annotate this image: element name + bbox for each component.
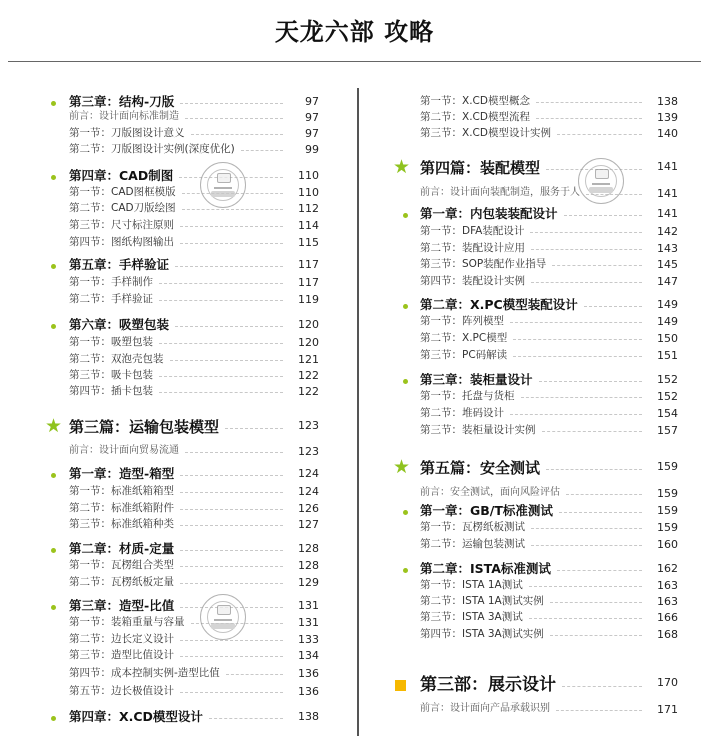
- dotted-leader: [557, 570, 642, 571]
- toc-entry-label: 第一节：托盘与货柜: [420, 390, 515, 402]
- dotted-leader: [180, 475, 283, 476]
- toc-entry-label: 第二节：CAD刀版绘图: [69, 202, 176, 214]
- toc-entry-page: 126: [298, 502, 319, 515]
- toc-entry: [380, 580, 680, 591]
- toc-entry-page: 143: [657, 242, 678, 255]
- toc-entry-label: 第二节：堆码设计: [420, 407, 504, 419]
- toc-entry: [380, 208, 680, 221]
- toc-entry-label: 前言：安全测试，面向风险评估: [420, 487, 560, 498]
- toc-entry-label: 第三节：X.CD模型设计实例: [420, 127, 551, 139]
- toc-entry-label: 第二节：运输包装测试: [420, 538, 525, 550]
- toc-entry: [380, 299, 680, 312]
- dotted-leader: [209, 718, 283, 719]
- toc-entry-page: 110: [298, 169, 319, 182]
- dotted-leader: [510, 322, 642, 323]
- toc-entry-page: 120: [298, 336, 319, 349]
- toc-entry-label: 第四章：CAD制图: [69, 168, 174, 183]
- dotted-leader: [531, 282, 642, 283]
- toc-entry-page: 123: [298, 419, 319, 432]
- dotted-leader: [180, 103, 283, 104]
- toc-entry-page: 136: [298, 667, 319, 680]
- dotted-leader: [550, 602, 642, 603]
- seal-stamp-icon: [200, 162, 246, 208]
- toc-entry-page: 128: [298, 542, 319, 555]
- dotted-leader: [539, 381, 642, 382]
- toc-entry-page: 149: [657, 298, 678, 311]
- toc-entry-page: 152: [657, 373, 678, 386]
- seal-stamp-icon: [200, 594, 246, 640]
- toc-entry-page: 134: [298, 649, 319, 662]
- toc-entry: [0, 686, 330, 697]
- toc-entry-label: 第四节：插卡包装: [69, 385, 153, 397]
- toc-entry-page: 117: [298, 258, 319, 271]
- dotted-leader: [182, 209, 283, 210]
- dotted-leader: [180, 525, 283, 526]
- toc-entry: [0, 468, 330, 481]
- dotted-leader: [510, 414, 642, 415]
- toc-entry: [0, 237, 330, 248]
- toc-entry-page: 159: [657, 487, 678, 500]
- chapter-bullet-icon: [51, 716, 56, 721]
- toc-entry: [0, 668, 330, 679]
- toc-entry-label: 第一节：刀版图设计意义: [69, 127, 185, 139]
- toc-entry-label: 第二节：ISTA 1A测试实例: [420, 595, 544, 607]
- dotted-leader: [180, 656, 283, 657]
- toc-entry-label: 第五节：边长极值设计: [69, 685, 174, 697]
- dotted-leader: [159, 376, 283, 377]
- dotted-leader: [175, 326, 283, 327]
- toc-entry: [0, 634, 330, 645]
- toc-entry: [0, 354, 330, 365]
- toc-entry-page: 131: [298, 616, 319, 629]
- toc-entry-label: 第三部：展示设计: [420, 675, 556, 695]
- toc-entry: [380, 112, 680, 123]
- dotted-leader: [562, 686, 642, 687]
- toc-entry-label: 第二章：X.PC模型装配设计: [420, 297, 578, 312]
- toc-entry-page: 166: [657, 611, 678, 624]
- toc-entry: [0, 203, 330, 214]
- toc-entry-page: 154: [657, 407, 678, 420]
- dotted-leader: [557, 134, 642, 135]
- dotted-leader: [521, 397, 642, 398]
- toc-entry-label: 第二节：标准纸箱附件: [69, 502, 174, 514]
- toc-entry-label: 第三节：标准纸箱种类: [69, 518, 174, 530]
- toc-entry: [380, 505, 680, 518]
- toc-entry: [0, 543, 330, 556]
- toc-entry: [0, 503, 330, 514]
- dotted-leader: [584, 306, 642, 307]
- toc-entry-label: 第二章：材质-定量: [69, 541, 175, 556]
- toc-entry: [380, 456, 680, 478]
- toc-entry-label: 第一章：造型-箱型: [69, 466, 175, 481]
- toc-entry-label: 第二节：X.CD模型流程: [420, 111, 530, 123]
- dotted-leader: [180, 509, 283, 510]
- toc-entry: [380, 259, 680, 270]
- toc-entry: [0, 259, 330, 272]
- toc-entry-label: 第三章：结构-刀版: [69, 94, 175, 109]
- toc-entry-label: 第一节：手样制作: [69, 276, 153, 288]
- dotted-leader: [536, 118, 642, 119]
- toc-entry: [0, 170, 330, 183]
- toc-entry: [0, 112, 330, 123]
- toc-entry: [0, 560, 330, 571]
- toc-entry: [380, 316, 680, 327]
- toc-entry: [380, 563, 680, 576]
- toc-entry-label: 第三节：SOP装配作业指导: [420, 258, 547, 270]
- chapter-bullet-icon: [51, 473, 56, 478]
- toc-entry-label: 第四节：装配设计实例: [420, 275, 525, 287]
- toc-entry: [380, 704, 680, 715]
- dotted-leader: [531, 528, 642, 529]
- toc-entry: [380, 408, 680, 419]
- toc-entry-label: 第五篇：安全测试: [420, 459, 541, 477]
- toc-entry: [380, 425, 680, 436]
- toc-entry: [0, 519, 330, 530]
- toc-entry-label: 前言：设计面向标准制造: [69, 111, 179, 122]
- toc-entry: [0, 415, 330, 437]
- toc-entry-label: 第二节：装配设计应用: [420, 242, 525, 254]
- toc-entry-label: 第六章：吸塑包装: [69, 317, 170, 332]
- toc-entry: [380, 276, 680, 287]
- dotted-leader: [180, 243, 283, 244]
- toc-entry-page: 163: [657, 595, 678, 608]
- toc-entry-page: 149: [657, 315, 678, 328]
- toc-entry: [0, 220, 330, 231]
- toc-entry-page: 124: [298, 485, 319, 498]
- toc-entry-page: 171: [657, 703, 678, 716]
- toc-entry-page: 168: [657, 628, 678, 641]
- toc-entry: [0, 600, 330, 613]
- dotted-leader: [159, 392, 283, 393]
- dotted-leader: [513, 339, 642, 340]
- star-icon: ★: [393, 156, 411, 178]
- toc-entry-page: 157: [657, 424, 678, 437]
- toc-entry-label: 第一节：CAD图框模版: [69, 186, 176, 198]
- toc-entry-page: 120: [298, 318, 319, 331]
- toc-entry-label: 第二节：刀版图设计实例(深度优化): [69, 143, 235, 155]
- toc-entry-page: 115: [298, 236, 319, 249]
- toc-entry: [0, 128, 330, 139]
- toc-entry: [380, 188, 680, 199]
- chapter-bullet-icon: [403, 304, 408, 309]
- page-title: 天龙六部 攻略: [274, 18, 435, 46]
- toc-entry-label: 第一节：ISTA 1A测试: [420, 579, 523, 591]
- toc-entry-page: 97: [305, 95, 319, 108]
- toc-entry-label: 第一节：阵列模型: [420, 315, 504, 327]
- toc-entry-page: 141: [657, 160, 678, 173]
- toc-entry: [0, 294, 330, 305]
- toc-entry: [380, 374, 680, 387]
- toc-entry: [380, 243, 680, 254]
- dotted-leader: [241, 150, 283, 151]
- toc-entry-label: 第一节：装箱重量与容量: [69, 616, 185, 628]
- toc-entry: [380, 391, 680, 402]
- toc-entry-label: 第一节：吸塑包装: [69, 336, 153, 348]
- column-divider: [357, 88, 359, 736]
- toc-entry: [380, 156, 680, 178]
- dotted-leader: [531, 545, 642, 546]
- toc-entry-label: 第三节：PC码解读: [420, 349, 508, 361]
- toc-entry-page: 160: [657, 538, 678, 551]
- star-icon: ★: [45, 415, 63, 437]
- toc-entry-page: 141: [657, 207, 678, 220]
- toc-entry-page: 142: [657, 225, 678, 238]
- toc-entry-page: 112: [298, 202, 319, 215]
- toc-entry: [0, 446, 330, 457]
- dotted-leader: [552, 265, 642, 266]
- toc-entry-label: 第一节：X.CD模型概念: [420, 95, 530, 107]
- chapter-bullet-icon: [403, 379, 408, 384]
- toc-entry: [0, 617, 330, 628]
- toc-entry-label: 第三节：ISTA 3A测试: [420, 611, 523, 623]
- toc-entry-page: 123: [298, 445, 319, 458]
- toc-entry: [0, 711, 330, 724]
- toc-entry: [380, 350, 680, 361]
- toc-entry-page: 124: [298, 467, 319, 480]
- dotted-leader: [180, 566, 283, 567]
- toc-entry-label: 第一章：GB/T标准测试: [420, 503, 553, 518]
- chapter-bullet-icon: [403, 213, 408, 218]
- toc-entry-page: 117: [298, 276, 319, 289]
- toc-entry-page: 159: [657, 521, 678, 534]
- toc-entry: [380, 522, 680, 533]
- toc-entry-label: 前言：设计面向贸易流通: [69, 445, 179, 456]
- toc-entry-page: 162: [657, 562, 678, 575]
- toc-entry-label: 第四节：图纸构图输出: [69, 236, 174, 248]
- toc-entry-page: 128: [298, 559, 319, 572]
- toc-entry-label: 第一节：DFA装配设计: [420, 225, 525, 237]
- toc-entry-page: 170: [657, 676, 678, 689]
- dotted-leader: [225, 428, 283, 429]
- toc-entry: [380, 488, 680, 499]
- dotted-leader: [531, 249, 642, 250]
- toc-entry-page: 140: [657, 127, 678, 140]
- toc-entry-page: 136: [298, 685, 319, 698]
- toc-entry-page: 131: [298, 599, 319, 612]
- dotted-leader: [542, 431, 642, 432]
- chapter-bullet-icon: [51, 101, 56, 106]
- dotted-leader: [159, 283, 283, 284]
- dotted-leader: [550, 635, 642, 636]
- toc-entry-label: 第四节：成本控制实例-造型比值: [69, 667, 220, 679]
- toc-entry-label: 第三节：尺寸标注原则: [69, 219, 174, 231]
- toc-entry: [380, 539, 680, 550]
- toc-entry: [0, 319, 330, 332]
- chapter-bullet-icon: [403, 568, 408, 573]
- toc-entry-page: 114: [298, 219, 319, 232]
- dotted-leader: [530, 232, 642, 233]
- dotted-leader: [226, 674, 283, 675]
- toc-entry-page: 97: [305, 111, 319, 124]
- toc-entry-page: 145: [657, 258, 678, 271]
- toc-entry: [380, 96, 680, 107]
- toc-entry-label: 前言：设计面向产品承载识别: [420, 703, 550, 714]
- dotted-leader: [159, 300, 283, 301]
- toc-entry-page: 121: [298, 353, 319, 366]
- toc-entry: [0, 370, 330, 381]
- toc-entry-label: 第二节：X.PC模型: [420, 332, 508, 344]
- toc-entry-label: 第二节：手样验证: [69, 293, 153, 305]
- toc-entry-page: 122: [298, 369, 319, 382]
- dotted-leader: [536, 102, 642, 103]
- toc-entry-label: 第二节：边长定义设计: [69, 633, 174, 645]
- toc-entry-page: 147: [657, 275, 678, 288]
- toc-entry-label: 第三节：装柜量设计实例: [420, 424, 536, 436]
- toc-entry-page: 159: [657, 460, 678, 473]
- toc-entry-label: 第五章：手样验证: [69, 257, 170, 272]
- toc-entry-label: 第四篇：装配模型: [420, 159, 541, 177]
- dotted-leader: [191, 134, 283, 135]
- toc-entry-label: 第二节：双泡壳包装: [69, 353, 164, 365]
- toc-entry: [380, 677, 680, 695]
- dotted-leader: [185, 452, 283, 453]
- toc-entry: [0, 386, 330, 397]
- toc-entry-page: 133: [298, 633, 319, 646]
- toc-entry-label: 第一节：瓦楞组合类型: [69, 559, 174, 571]
- toc-entry: [0, 577, 330, 588]
- toc-entry-page: 163: [657, 579, 678, 592]
- star-icon: ★: [393, 456, 411, 478]
- toc-entry-page: 141: [657, 187, 678, 200]
- dotted-leader: [180, 550, 283, 551]
- toc-entry-label: 第四章：X.CD模型设计: [69, 709, 203, 724]
- dotted-leader: [180, 692, 283, 693]
- toc-entry-page: 139: [657, 111, 678, 124]
- seal-stamp-icon: [578, 158, 624, 204]
- toc-entry: [380, 226, 680, 237]
- toc-entry-page: 151: [657, 349, 678, 362]
- dotted-leader: [180, 492, 283, 493]
- toc-entry-page: 99: [305, 143, 319, 156]
- dotted-leader: [546, 469, 642, 470]
- toc-entry-page: 119: [298, 293, 319, 306]
- toc-entry-label: 第二节：瓦楞纸板定量: [69, 576, 174, 588]
- dotted-leader: [559, 512, 642, 513]
- dotted-leader: [529, 618, 642, 619]
- square-icon: [395, 680, 406, 691]
- chapter-bullet-icon: [51, 548, 56, 553]
- dotted-leader: [566, 494, 642, 495]
- toc-entry-page: 159: [657, 504, 678, 517]
- header-rule: [8, 61, 701, 62]
- toc-entry-page: 150: [657, 332, 678, 345]
- chapter-bullet-icon: [51, 175, 56, 180]
- dotted-leader: [175, 266, 283, 267]
- toc-entry: [0, 277, 330, 288]
- toc-entry: [380, 128, 680, 139]
- dotted-leader: [159, 343, 283, 344]
- toc-entry-page: 110: [298, 186, 319, 199]
- toc-entry: [380, 629, 680, 640]
- toc-entry: [0, 486, 330, 497]
- toc-entry-label: 第一章：内包装装配设计: [420, 206, 558, 221]
- toc-entry-label: 第三篇：运输包装模型: [69, 418, 220, 436]
- toc-entry: [0, 187, 330, 198]
- toc-entry-page: 138: [298, 710, 319, 723]
- toc-entry-label: 第三章：造型-比值: [69, 598, 175, 613]
- dotted-leader: [556, 710, 642, 711]
- toc-entry: [0, 144, 330, 155]
- dotted-leader: [529, 586, 642, 587]
- toc-entry-page: 127: [298, 518, 319, 531]
- toc-entry-page: 97: [305, 127, 319, 140]
- dotted-leader: [564, 215, 642, 216]
- toc-entry-label: 第三节：吸卡包装: [69, 369, 153, 381]
- dotted-leader: [180, 226, 283, 227]
- toc-entry: [380, 612, 680, 623]
- chapter-bullet-icon: [51, 605, 56, 610]
- toc-entry-label: 第二章：ISTA标准测试: [420, 561, 551, 576]
- dotted-leader: [513, 356, 642, 357]
- toc-entry-label: 第四节：ISTA 3A测试实例: [420, 628, 544, 640]
- chapter-bullet-icon: [51, 264, 56, 269]
- toc-entry: [0, 337, 330, 348]
- dotted-leader: [170, 360, 283, 361]
- toc-entry: [0, 96, 330, 109]
- toc-entry-label: 第三章：装柜量设计: [420, 372, 533, 387]
- toc-entry-page: 138: [657, 95, 678, 108]
- toc-entry-label: 前言：设计面向装配制造，服务于人: [420, 187, 580, 198]
- toc-entry-page: 129: [298, 576, 319, 589]
- dotted-leader: [185, 118, 283, 119]
- chapter-bullet-icon: [403, 510, 408, 515]
- toc-entry-label: 第三节：造型比值设计: [69, 649, 174, 661]
- toc-entry-page: 152: [657, 390, 678, 403]
- dotted-leader: [180, 583, 283, 584]
- toc-entry: [380, 333, 680, 344]
- toc-entry-label: 第一节：瓦楞纸板测试: [420, 521, 525, 533]
- chapter-bullet-icon: [51, 324, 56, 329]
- toc-entry: [380, 596, 680, 607]
- toc-entry: [0, 650, 330, 661]
- toc-entry-page: 122: [298, 385, 319, 398]
- toc-entry-label: 第一节：标准纸箱箱型: [69, 485, 174, 497]
- dotted-leader: [180, 640, 283, 641]
